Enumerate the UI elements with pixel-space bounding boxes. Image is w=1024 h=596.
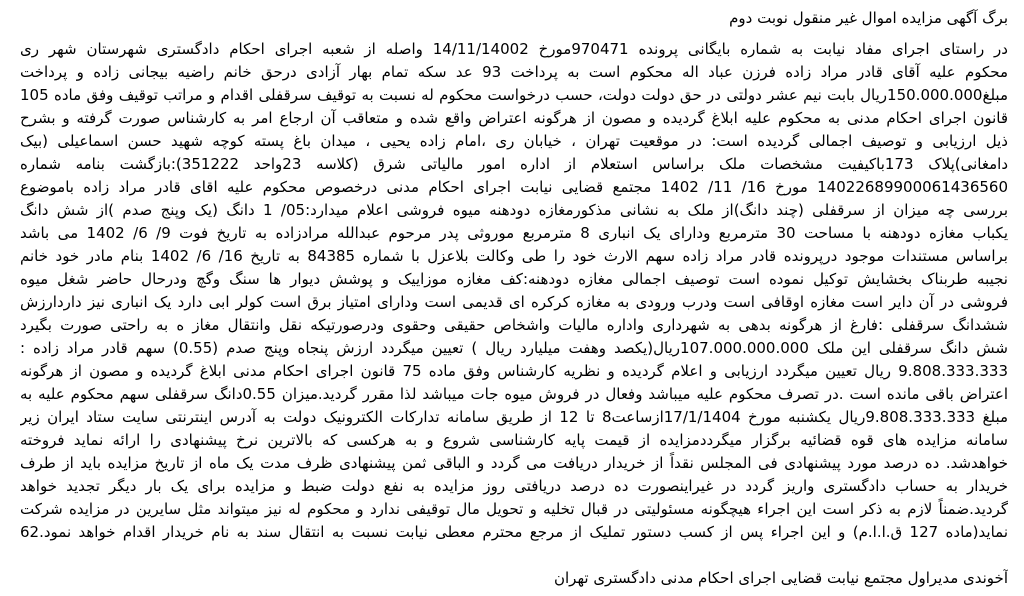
- body-line: براساس مستندات موجود درپرونده قادر مراد زاده سهم الارث خود را طی وکالت بلاعزل با شماره 84385 به تاریخ 16/ 6/ 1402 بنام مادر خود خانم: [20, 247, 1008, 265]
- body-line: گردید.ضمناً لازم به ذکر است این اجراء هیچگونه مسئولیتی در قبال تخلیه و تحویل مال توقیفی ندارد و محکوم له نیز میتواند مثل سایرین در مزایده شرکت: [20, 500, 1008, 518]
- body-line: سامانه مزایده های قوه قضائیه برگزار میگرددمزایده از قیمت پایه کارشناسی شروع و به هرکسی که بالاترین نرخ پیشنهادی را ارائه نماید فروخته: [20, 431, 1008, 449]
- body-line: ششدانگ سرقفلی :فارغ از هرگونه بدهی به شهرداری واداره مالیات واشخاص حقیقی وحقوی ودرصورتیکه نقل وانتقال مغاز ه به راحتی صورت بگیرد: [20, 316, 1008, 334]
- body-line: محکوم علیه آقای قادر مراد زاده فرزن عباد اله محکوم است به پرداخت 93 عد سکه تمام بهار آزادی درحق خانم راضیه بیجانی زاده و پرداخت: [20, 63, 1008, 81]
- body-line: بررسی چه میزان از سرقفلی (چند دانگ)از ملک به نشانی مذکورمغازه دودهنه میوه فروشی اعلام میدارد:05/ 1 دانگ (یک وپنج صدم )از شش دانگ: [20, 201, 1008, 219]
- notice-title: برگ آگهی مزایده اموال غیر منقول نوبت دوم: [729, 9, 1008, 27]
- body-line: قانون اجرای احکام مدنی به محکوم علیه ابلاغ گردیده و مصون از هرگونه اعتراض واقع شده و متعاقب آن ارجاع امر به کارشناس صورت گرفته و بشرح: [20, 109, 1008, 127]
- body-line: 14022689900061436560 مورخ 16/ 11/ 1402 مجتمع قضایی نیابت اجرای احکام مدنی درخصوص محکوم علیه اقای قادر مراد زاده باموضوع: [20, 178, 1008, 196]
- body-line: نجیبه طربناک بخشایش توکیل نموده است توصیف اجمالی مغازه دودهنه:کف مغازه موزاییک و پوشش دیوار ها سنگ وگچ ودرحال حاضر شغل میوه: [20, 270, 1008, 288]
- body-line: مبلغ 9.808.333.333ریال یکشنبه مورخ 17/1/1404ازساعت8 تا 12 از طریق سامانه تدارکات الکترونیک دولت به آدرس اینترنتی سایت ستاد ایران زیر: [20, 408, 1008, 426]
- body-line: اعتراض باقی مانده است .در تصرف محکوم علیه میباشد وفعال در فروش میوه جات میباشد لذا مقرر گردید.میزان 0.55دانگ سرقفلی سهم محکوم علیه به: [20, 385, 1008, 403]
- body-line: شش دانگ سرقفلی این ملک 107.000.000.000ریال(یکصد وهفت میلیارد ریال ) تعیین میگردد ارزش پنجاه وپنج صدم (0.55) سهم قادر مراد زاده :: [20, 339, 1008, 357]
- body-line: در راستای اجرای مفاد نیابت به شماره بایگانی پرونده 970471مورخ 14/11/14002 واصله از شعبه اجرای احکام دادگستری شهرستان شهر ری: [20, 40, 1008, 58]
- signature-line: آخوندی مدیراول مجتمع نیابت قضایی اجرای احکام مدنی دادگستری تهران: [554, 569, 1008, 587]
- body-line: فروشی در آن دایر است مغازه اوقافی است ودرب ورودی به مغازه کرکره ای قدیمی است ودارای امتیاز برق است کولر ابی دارد یک انباری نیز داردارزش: [20, 293, 1008, 311]
- body-line: ذیل ارزیابی و توصیف اجمالی گردیده است: در موقعیت تهران ، خیابان ری ،امام زاده یحیی ، میدان باغ پسته کوچه شهید حسن اسماعیلی (بیک: [20, 132, 1008, 150]
- body-line: دامغانی)پلاک 173باکیفیت مشخصات ملک براساس استعلام از اداره امور مالیاتی شرق (کلاسه 23واحد 351222):بازگشت بنامه شماره: [20, 155, 1008, 173]
- body-line: نماید(ماده 127 ق.ا.ا.م) و این اجراء پس از کسب دستور تملیک از مرجع محترم معطی نیابت نسبت به انتقال سند به نام خریدار اقدام خواهد نمود.62: [20, 523, 1008, 541]
- notice-body: [20, 38, 1008, 544]
- body-line: 9.808.333.333 ریال تعیین میگردد ارزیابی و اعلام گردیده و نظریه کارشناس وفق ماده 75 قانون اجرای احکام مدنی ابلاغ گردیده و مصون از هرگونه: [20, 362, 1008, 380]
- body-line: خواهدشد. ده درصد مورد پیشنهادی فی المجلس نقداً از خریدار دریافت می گردد و الباقی ثمن پیشنهادی ظرف مدت یک ماه از تاریخ مزایده باید از طرف: [20, 454, 1008, 472]
- body-line: یکباب مغازه دودهنه با مساحت 30 مترمربع ودارای یک انباری 8 مترمربع موروثی پدر مرحوم عبدالله مرادزاده به تاریخ فوت 9/ 6/ 1402 می باشد: [20, 224, 1008, 242]
- body-line: خریدار به حساب دادگستری واریز گردد در غیراینصورت ده درصد دریافتی روز مزایده به نفع دولت ضبط و مزایده برای یک بار دیگر تجدید خواهد: [20, 477, 1008, 495]
- body-line: مبلغ150.000.000ریال بابت نیم عشر دولتی در حق دولت دولت، حسب درخواست محکوم له نسبت به توقیف سرقفلی اقدام و مراتب توقیف وفق ماده 105: [20, 86, 1008, 104]
